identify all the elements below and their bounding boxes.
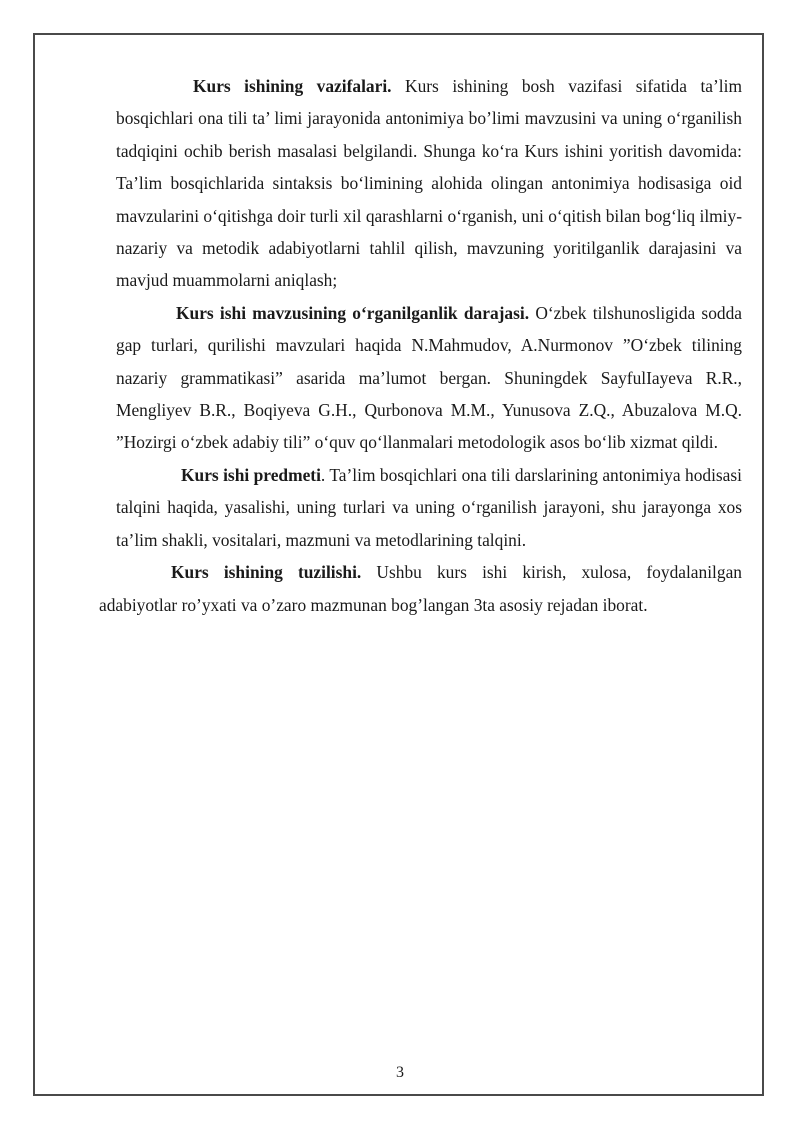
page-number: 3 [396,1064,404,1081]
paragraph-course-structure [116,556,742,588]
document-body [99,70,743,621]
text-course-structure: Ushbu kurs ishi kirish, xulosa, foydalanilgan [361,562,742,583]
paragraph-course-subject [116,459,742,556]
heading-study-level: Kurs ishi mavzusining o‘rganilganlik darajasi. [176,302,530,323]
text-course-tasks: Kurs ishining bosh vazifasi sifatida ta’lim bosqichlari ona tili ta’ limi jarayonida antonimiya bo’limi mavzusini va uning o‘rganilish tadqiqini ochib berish masalasi belgilandi. Shunga ko‘ra Kurs ishini yoritish davomida: Ta’lim bosqichlarida sintaksis bo‘limining alohida olingan antonimiya hodisasiga oid mavzularini o‘qitishga doir turli xil qarashlarni o‘rganish, uni o‘qitish bilan bog‘liq ilmiy-nazariy va metodik adabiyotlarni tahlil qilish, mavzuning yoritilganlik darajasini va mavjud muammolarni aniqlash; [116,76,742,291]
paragraph-course-tasks [116,70,742,297]
heading-course-subject: Kurs ishi predmeti [181,464,321,485]
heading-course-tasks: Kurs ishining vazifalari. [193,76,392,96]
paragraph-study-level [116,297,742,459]
heading-course-structure: Kurs ishining tuzilishi. [171,562,362,583]
paragraph-course-structure-cont: adabiyotlar ro’yxati va o’zaro mazmunan bog’langan 3ta asosiy rejadan iborat. [99,594,648,615]
text-study-level: O‘zbek tilshunosligida sodda gap turlari, qurilishi mavzulari haqida N.Mahmudov, A.Nurmonov ”O‘zbek tilining nazariy grammatikasi” asarida ma’lumot bergan. Shuningdek SayfulIayeva R.R., Mengliyev B.R., Boqiyeva G.H., Qurbonova M.M., Yunusova Z.Q., Abuzalova M.Q. ”Hozirgi o‘zbek adabiy tili” o‘quv qo‘llanmalari metodologik asos bo‘lib xizmat qildi. [116,302,742,453]
text-course-subject: . Ta’lim bosqichlari ona tili darslarining antonimiya hodisasi talqini haqida, yasalishi, uning turlari va uning o‘rganilish jarayoni, shu jarayonga xos ta’lim shakli, vositalari, mazmuni va metodlarining talqini. [116,464,743,550]
